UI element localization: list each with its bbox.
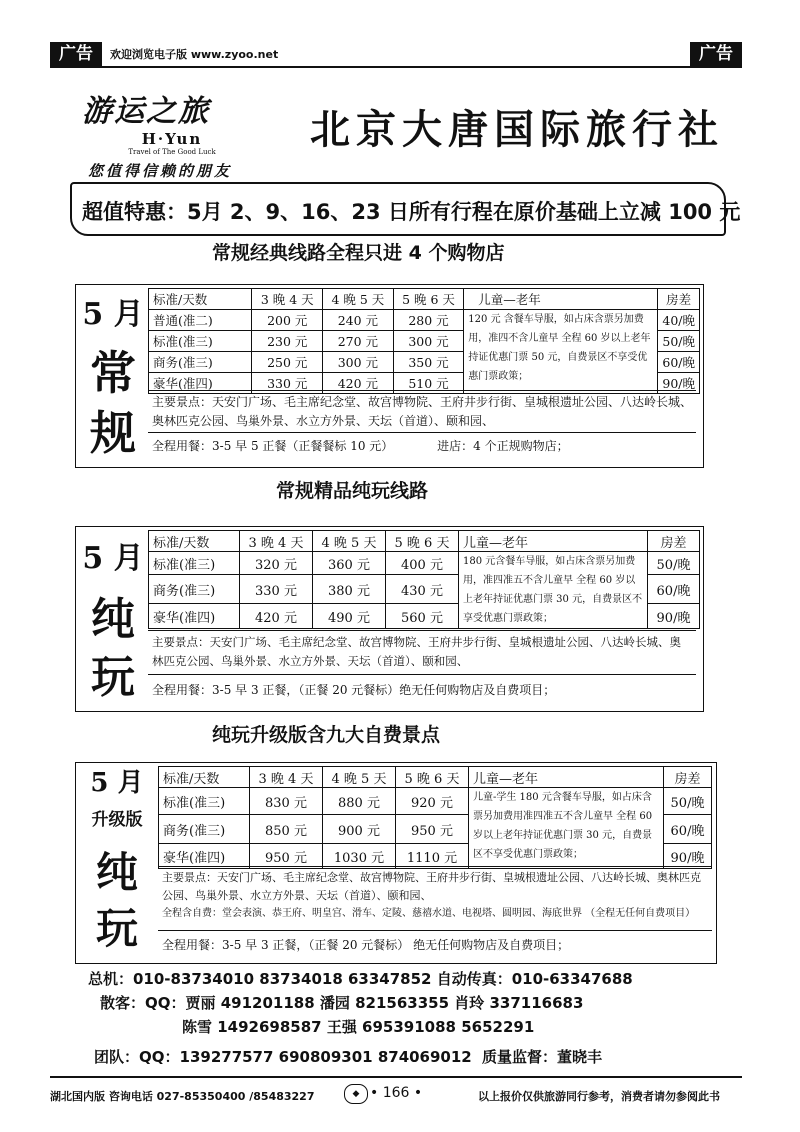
price-cell: 920 元 <box>396 788 469 815</box>
col-header: 3 晚 4 天 <box>250 767 323 788</box>
col-header: 儿童—老年 <box>459 531 648 552</box>
price-cell: 300 元 <box>323 352 394 373</box>
col-header: 标准/天数 <box>159 767 250 788</box>
child-note: 儿童-学生 180 元含餐车导服，如占床含票另加费用准四准五不含儿童早 全程 60 岁以上老年持证优惠门票 30 元，自费景区不享受优惠门票政策； <box>469 788 664 869</box>
price-cell: 240 元 <box>323 310 394 331</box>
col-header: 4 晚 5 天 <box>323 767 396 788</box>
ad-tag-right: 广告 <box>690 42 742 66</box>
price-cell: 900 元 <box>323 815 396 844</box>
footer-rule <box>50 1076 742 1078</box>
col-header: 3 晚 4 天 <box>252 289 323 310</box>
section-2-char-2: 玩 <box>91 652 135 703</box>
section-3-char-2: 玩 <box>95 904 138 953</box>
col-header: 儿童—老年 <box>464 289 658 310</box>
row-name: 商务(准三) <box>159 815 250 844</box>
row-name: 豪华(准四) <box>149 604 240 629</box>
section-2-table <box>148 530 700 629</box>
col-header: 3 晚 4 天 <box>240 531 313 552</box>
section-1-month: 5 月 <box>82 297 144 332</box>
col-header: 房差 <box>658 289 700 310</box>
contact-line-3: 陈雪 1492698587 王强 695391088 5652291 <box>182 1018 535 1036</box>
section-1-meals: 全程用餐：3-5 早 5 正餐（正餐餐标 10 元） <box>152 439 394 453</box>
company-name: 北京大唐国际旅行社 <box>310 107 724 153</box>
price-cell: 950 元 <box>396 815 469 844</box>
section-3-selfpay: 全程含自费：堂会表演、恭王府、明皇宫、滑车、定陵、慈禧水道、电视塔、圆明园、海底世界 （全程无任何自费项目） <box>162 908 696 919</box>
price-cell: 420 元 <box>240 604 313 629</box>
price-cell: 360 元 <box>313 552 386 575</box>
room-diff: 50/晚 <box>648 552 700 575</box>
price-cell: 200 元 <box>252 310 323 331</box>
logo-sub: Travel of The Good Luck <box>128 148 216 156</box>
site-text: 欢迎浏览电子版 www.zyoo.net <box>110 48 279 61</box>
row-name: 标准(准三) <box>159 788 250 815</box>
section-2-sights: 主要景点：天安门广场、毛主席纪念堂、故宫博物院、王府井步行街、皇城根遗址公园、八达岭长城、奥林匹克公园、鸟巢外景、水立方外景、天坛（首道）、颐和园、 <box>148 630 696 672</box>
row-name: 商务(准三) <box>149 575 240 604</box>
row-name: 豪华(准四) <box>149 373 252 394</box>
price-cell: 320 元 <box>240 552 313 575</box>
logo-latin: H·Yun <box>141 130 203 148</box>
row-name: 普通(准二) <box>149 310 252 331</box>
page-number: • 166 • <box>370 1085 423 1101</box>
table-header-row <box>149 289 700 310</box>
price-cell: 510 元 <box>393 373 464 394</box>
price-cell: 380 元 <box>313 575 386 604</box>
section-2-meals: 全程用餐：3-5 早 3 正餐，（正餐 20 元餐标）绝无任何购物店及自费项目； <box>148 674 696 706</box>
contact-line-4: 团队：QQ：139277577 690809301 874069012 <box>94 1048 472 1066</box>
price-cell: 280 元 <box>393 310 464 331</box>
contact-line-1: 总机：010-83734010 83734018 63347852 自动传真：010-63347688 <box>88 970 633 988</box>
row-name: 商务(准三) <box>149 352 252 373</box>
price-cell: 430 元 <box>386 575 459 604</box>
room-diff: 50/晚 <box>658 331 700 352</box>
table-row <box>149 310 700 331</box>
price-cell: 350 元 <box>393 352 464 373</box>
region-badge-icon: ◆ <box>344 1084 368 1104</box>
section-3-heading: 纯玩升级版含九大自费景点 <box>212 724 441 746</box>
table-row <box>159 788 712 815</box>
price-cell: 950 元 <box>250 844 323 869</box>
row-name: 豪华(准四) <box>159 844 250 869</box>
price-cell: 1030 元 <box>323 844 396 869</box>
table-header-row <box>149 531 700 552</box>
col-header: 儿童—老年 <box>469 767 664 788</box>
room-diff: 90/晚 <box>658 373 700 394</box>
col-header: 4 晚 5 天 <box>323 289 394 310</box>
col-header: 5 晚 6 天 <box>393 289 464 310</box>
price-cell: 330 元 <box>252 373 323 394</box>
footer-right: 以上报价仅供旅游同行参考，消费者请勿参阅此书 <box>478 1090 720 1103</box>
quality-supervisor: 质量监督：董晓丰 <box>482 1048 603 1066</box>
price-cell: 850 元 <box>250 815 323 844</box>
room-diff: 90/晚 <box>664 844 712 869</box>
child-note: 180 元含餐车导服，如占床含票另加费用，准四准五不含儿童早 全程 60 岁以上老年持证优惠门票 30 元，自费景区不享受优惠门票政策； <box>459 552 648 629</box>
price-cell: 420 元 <box>323 373 394 394</box>
table-header-row <box>159 767 712 788</box>
section-2-month: 5 月 <box>82 541 144 576</box>
room-diff: 60/晚 <box>658 352 700 373</box>
room-diff: 40/晚 <box>658 310 700 331</box>
section-3-label-sub: 升级版 <box>91 810 143 830</box>
section-3-table <box>158 766 712 869</box>
col-header: 标准/天数 <box>149 289 252 310</box>
price-cell: 880 元 <box>323 788 396 815</box>
col-header: 标准/天数 <box>149 531 240 552</box>
section-1-table <box>148 288 700 394</box>
col-header: 房差 <box>648 531 700 552</box>
price-cell: 400 元 <box>386 552 459 575</box>
col-header: 房差 <box>664 767 712 788</box>
section-1-heading: 常规经典线路全程只进 4 个购物店 <box>212 242 505 264</box>
col-header: 5 晚 6 天 <box>396 767 469 788</box>
section-1-meals-row <box>148 432 696 460</box>
contact-line-2: 散客：QQ：贾丽 491201188 潘园 821563355 肖玲 337116683 <box>100 994 584 1012</box>
footer-left: 湖北国内版 咨询电话 027-85350400 /85483227 <box>50 1090 315 1103</box>
section-2-char-1: 纯 <box>91 594 135 645</box>
row-name: 标准(准三) <box>149 331 252 352</box>
logo-script: 游运之旅 <box>82 94 210 129</box>
ad-tag-left: 广告 <box>50 42 102 66</box>
promo-text: 超值特惠：5月 2、9、16、23 日所有行程在原价基础上立减 100 元 <box>82 200 741 224</box>
col-header: 4 晚 5 天 <box>313 531 386 552</box>
price-cell: 330 元 <box>240 575 313 604</box>
header-rule <box>50 66 742 68</box>
section-3-details <box>158 866 712 928</box>
section-1-char-2: 规 <box>90 406 136 460</box>
section-1-char-1: 常 <box>90 346 136 400</box>
room-diff: 60/晚 <box>648 575 700 604</box>
price-cell: 560 元 <box>386 604 459 629</box>
price-cell: 1110 元 <box>396 844 469 869</box>
section-1-sights: 主要景点：天安门广场、毛主席纪念堂、故宫博物院、王府井步行街、皇城根遗址公园、八达岭长城、奥林匹克公园、鸟巢外景、水立方外景、天坛（首道）、颐和园、 <box>148 390 696 430</box>
price-cell: 300 元 <box>393 331 464 352</box>
section-3-month: 5 月 <box>90 768 144 798</box>
section-3-meals: 全程用餐：3-5 早 3 正餐，（正餐 20 元餐标） 绝无任何购物店及自费项目； <box>158 930 712 960</box>
slogan: 您值得信赖的朋友 <box>88 162 233 180</box>
row-name: 标准(准三) <box>149 552 240 575</box>
child-note: 120 元 含餐车导服，如占床含票另加费用，准四不含儿童早 全程 60 岁以上老年持证优惠门票 50 元，自费景区不享受优惠门票政策； <box>464 310 658 394</box>
price-cell: 490 元 <box>313 604 386 629</box>
room-diff: 60/晚 <box>664 815 712 844</box>
room-diff: 90/晚 <box>648 604 700 629</box>
price-cell: 830 元 <box>250 788 323 815</box>
price-cell: 250 元 <box>252 352 323 373</box>
price-cell: 230 元 <box>252 331 323 352</box>
section-3-sights: 主要景点：天安门广场、毛主席纪念堂、故宫博物院、王府井步行街、皇城根遗址公园、八达岭长城、奥林匹克公园、鸟巢外景、水立方外景、天坛（首道）、颐和园、 <box>162 871 701 902</box>
price-cell: 270 元 <box>323 331 394 352</box>
section-3-char-1: 纯 <box>95 848 138 897</box>
room-diff: 50/晚 <box>664 788 712 815</box>
col-header: 5 晚 6 天 <box>386 531 459 552</box>
table-row <box>149 552 700 575</box>
section-2-heading: 常规精品纯玩线路 <box>276 480 429 502</box>
section-1-shops: 进店：4 个正规购物店； <box>437 439 569 453</box>
